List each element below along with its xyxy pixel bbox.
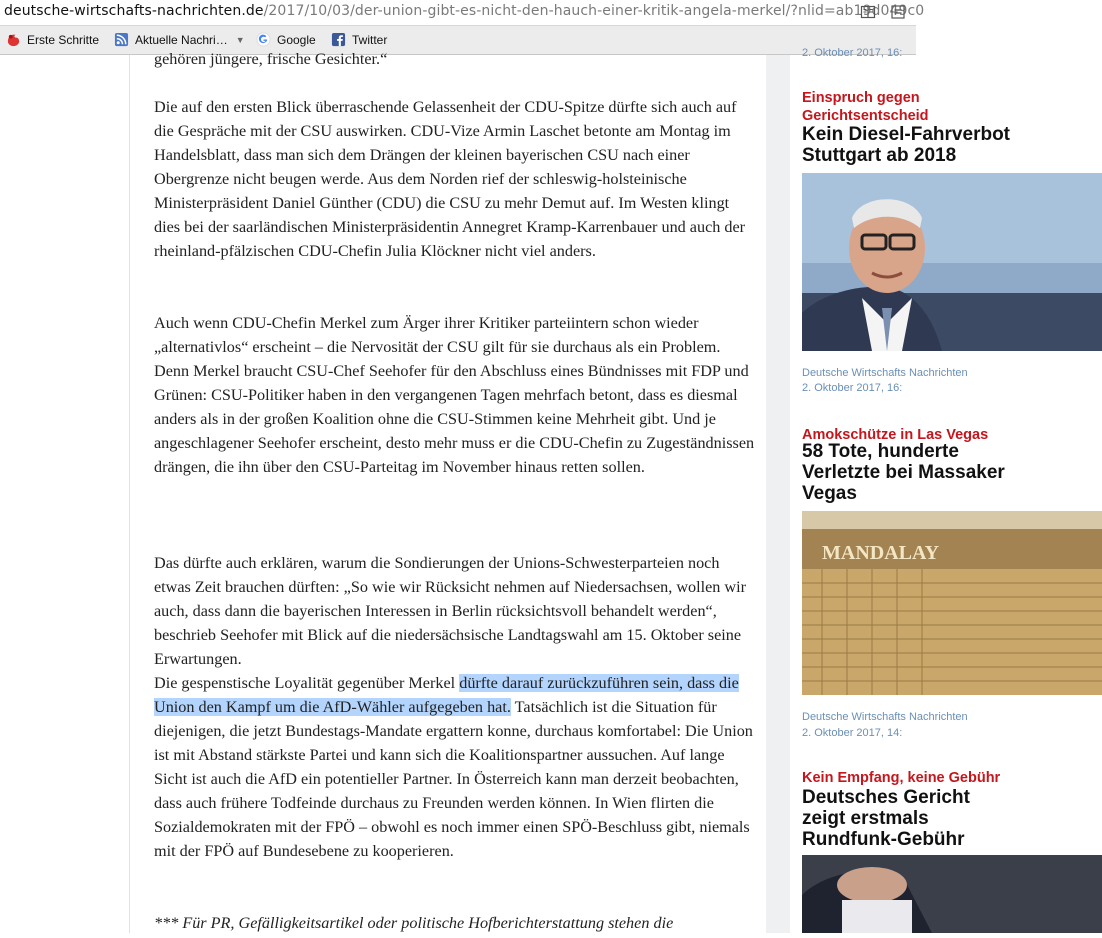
sidebar [790, 47, 1010, 933]
politician-photo [802, 173, 1102, 351]
headline-line-1[interactable]: 58 Tote, hunderte [802, 441, 959, 462]
article-source: Deutsche Wirtschafts Nachrichten [802, 367, 968, 379]
article-paragraph-2: Auch wenn CDU-Chefin Merkel zum Ärger ihrer Kritiker parteiintern schon wieder „alternativlos“ erscheint – die Nervosität der CSU gilt für sie durchaus als ein Problem. Denn Merkel braucht CSU-Chef Seehofer für den Abschluss eines Bündnisses mit FDP und Grünen: CSU-Politiker haben in den vergangenen Tagen mehrfach betont, dass es diesmal anders als in der großen Koalition ohne die CSU-Stimmen keine Mehrheit gibt. Und je angeschlagener Seehofer erscheint, desto mehr muss er die CDU-Chefin zu Zugeständnissen drängen, die ihn über den CSU-Parteitag im November hinaus retten sollen. [154, 314, 755, 476]
paragraph-4-start: Die gespenstische Loyalität gegenüber Merkel [154, 674, 460, 692]
article-date: 2. Oktober 2017, 14: [802, 727, 903, 739]
kicker[interactable]: Amokschütze in Las Vegas [802, 427, 989, 443]
url-host: deutsche-wirtschafts-nachrichten.de [4, 3, 264, 19]
paragraph-4-end: Tatsächlich ist die Situation für diejenigen, die jetzt Bundestags-Mandate ergattern konne, durchaus komfortabel: Die Union ist mit Abstand stärkste Partei und kann sich die Koalitionspartner aussuchen. Auf lange Sicht ist auch die AfD ein potentieller Partner. In Österreich kann man derzeit beobachten, dass auch frühere Todfeinde durchaus zu Freunden werden können. In Wien flirten die Sozialdemokraten mit der FPÖ – obwohl es noch immer einen SPÖ-Beschluss gibt, niemals mit der FPÖ auf Bundesebene zu kooperieren. [154, 698, 753, 860]
article-paragraph-4 [154, 671, 759, 863]
headline-line-3[interactable]: Rundfunk-Gebühr [802, 829, 965, 850]
article-paragraph-3: Das dürfte auch erklären, warum die Sondierungen der Unions-Schwesterparteien noch etwas Zeit brauchen dürften: „So wie wir Rücksicht nehmen auf Niedersachsen, wollen wir auch, dass dann die bayerischen Interessen in Berlin rücksichtsvoll behandelt werden“, beschrieb Seehofer mit Blick auf die niedersächsische Landtagswahl am 15. Oktober seine Erwartungen. [154, 554, 746, 668]
selected-text: dürfte darauf zurückzuführen sein, dass die Union den Kampf um die AfD-Wähler aufgegeben hat. [154, 674, 739, 716]
kicker[interactable] [802, 89, 927, 125]
headline-line-2[interactable]: Stuttgart ab 2018 [802, 145, 957, 166]
article-footnote: *** Für PR, Gefälligkeitsartikel oder politische Hofberichterstattung stehen die [154, 914, 674, 932]
bookmark-aktuelle-nachrichten[interactable] [114, 32, 245, 47]
article-thumbnail-hotel[interactable] [802, 511, 1102, 695]
bookmark-google[interactable] [256, 32, 316, 47]
hotel-sign-text: MANDALAY [822, 542, 940, 564]
bookmark-label: Twitter [352, 32, 388, 47]
google-icon [256, 32, 271, 47]
article-source: Deutsche Wirtschafts Nachrichten [802, 711, 968, 723]
url-text[interactable] [4, 3, 924, 19]
article-paragraph-1: Die auf den ersten Blick überraschende Gelassenheit der CDU-Spitze dürfte sich auch auf die Gespräche mit der CSU auswirken. CDU-Vize Armin Laschet betonte am Montag im Handelsblatt, dass man sich dem Drängen der kleinen bayerischen CSU nach einer Obergrenze nicht beugen werde. Aus dem Norden rief der schleswig-holsteinische Ministerpräsident Daniel Günther (CDU) die CSU zu mehr Demut auf. Im Westen klingt dies bei der saarländischen Ministerpräsidentin Annegret Kramp-Karrenbauer und auch der rheinland-pfälzischen CDU-Chefin Julia Klöckner nicht viel anders. [154, 98, 746, 260]
top-item-date: 2. Oktober 2017, 16: [802, 47, 903, 59]
sidebar-gutter [766, 55, 790, 933]
headline-line-1[interactable]: Deutsches Gericht [802, 787, 970, 808]
url-bar[interactable] [0, 0, 925, 26]
article-body [129, 50, 767, 933]
court-photo [802, 855, 1102, 933]
bookmark-label: Erste Schritte [27, 32, 100, 47]
bookmark-label: Google [277, 32, 316, 47]
headline-line-2[interactable]: Verletzte bei Massaker [802, 462, 1005, 483]
bookmark-twitter[interactable] [331, 32, 387, 47]
headline-line-3[interactable]: Vegas [802, 483, 857, 504]
article-thumbnail-politician[interactable] [802, 173, 1102, 351]
rss-icon [114, 32, 129, 47]
article-date: 2. Oktober 2017, 16: [802, 382, 903, 394]
chevron-down-icon[interactable]: ▼ [235, 34, 245, 45]
headline-line-1[interactable]: Kein Diesel-Fahrverbot [802, 124, 1010, 145]
kicker-text: Einspruch gegen Gerichtsentscheid [802, 90, 929, 124]
bookmark-erste-schritte[interactable] [6, 32, 99, 47]
article-thumbnail-court[interactable] [802, 855, 1102, 933]
url-path: /2017/10/03/der-union-gibt-es-nicht-den-hauch-einer-kritik-angela-merkel/?nlid=ab19d049c0 [263, 3, 925, 19]
page-left-margin [0, 55, 130, 933]
facebook-icon [331, 32, 346, 47]
firefox-icon [6, 32, 21, 47]
bookmark-label: Aktuelle Nachri… [135, 32, 228, 47]
article-top-line: gehören jüngere, frische Gesichter.“ [154, 50, 388, 68]
reader-view-icon[interactable] [860, 4, 876, 20]
kicker[interactable]: Kein Empfang, keine Gebühr [802, 770, 1001, 786]
page-menu-icon[interactable] [890, 4, 906, 20]
headline-line-2[interactable]: zeigt erstmals [802, 808, 929, 829]
hotel-photo [802, 511, 1102, 695]
